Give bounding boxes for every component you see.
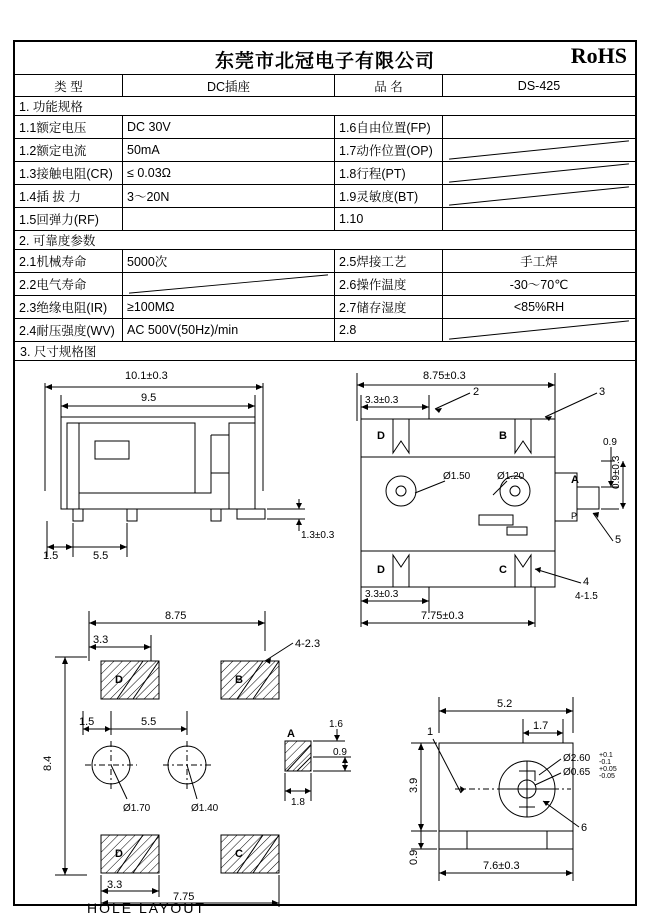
hl-dim-8-75: 8.75	[165, 610, 187, 622]
empty-diagonal	[443, 162, 635, 184]
spec-value-empty	[443, 162, 635, 184]
sheet-header	[15, 42, 635, 75]
hole-layout-caption: HOLE LAYOUT	[87, 900, 206, 913]
callout-2: 2	[473, 386, 480, 398]
spec-label: 1.6自由位置(FP)	[335, 116, 443, 138]
spec-value	[443, 116, 635, 138]
hl-dim-1-70: Ø1.70	[123, 803, 151, 814]
spec-row-1-4	[15, 185, 635, 208]
spec-value-empty	[443, 139, 635, 161]
dim-0-9-03: 0.9±0.3	[611, 455, 622, 489]
title-row	[15, 75, 635, 97]
dt-callout-6: 6	[581, 822, 588, 834]
drawing-area	[15, 361, 635, 913]
spec-label: 2.2电气寿命	[15, 273, 123, 295]
callout-3: 3	[599, 386, 606, 398]
dt-dim-1-7: 1.7	[533, 720, 549, 732]
hl-dim-4-2-3: 4-2.3	[295, 638, 321, 650]
section3-heading: 3. 尺寸规格图	[20, 345, 97, 359]
spec-value	[123, 208, 335, 230]
rohs-mark: RoHS	[570, 43, 627, 68]
label-B: B	[499, 430, 507, 442]
dt-dim-2-60-tol-l: -0.1	[599, 759, 612, 766]
hl-label-B: B	[235, 674, 243, 686]
spec-row-2-2	[15, 273, 635, 296]
dim-side-bottom-mid: 5.5	[93, 550, 109, 562]
spec-value-empty	[123, 273, 335, 295]
dim-side-bottom-left: 1.5	[43, 550, 59, 562]
section3-heading-row	[15, 342, 635, 361]
spec-row-2-4	[15, 319, 635, 342]
dim-7-75-03: 7.75±0.3	[421, 610, 464, 622]
callout-5: 5	[615, 534, 622, 546]
hl-dim-8-4: 8.4	[42, 755, 54, 771]
spec-row-1-1	[15, 116, 635, 139]
spec-label: 1.7动作位置(OP)	[335, 139, 443, 161]
spec-label: 1.4插 拔 力	[15, 185, 123, 207]
spec-label: 1.8行程(PT)	[335, 162, 443, 184]
dt-dim-3-9: 3.9	[408, 777, 420, 793]
spec-value: AC 500V(50Hz)/min	[123, 319, 335, 341]
spec-label: 2.1机械寿命	[15, 250, 123, 272]
type-label: 类 型	[15, 75, 123, 96]
spec-label: 1.5回弹力(RF)	[15, 208, 123, 230]
hl-dim-1-40: Ø1.40	[191, 803, 219, 814]
dim-top-3-3: 3.3±0.3	[365, 395, 399, 406]
section1-heading-row	[15, 97, 635, 116]
dt-dim-0-65: Ø0.65	[563, 767, 591, 778]
spec-label: 2.7储存湿度	[335, 296, 443, 318]
section2-heading-row	[15, 231, 635, 250]
technical-drawing	[15, 361, 635, 913]
spec-value-empty	[443, 185, 635, 207]
dim-bot-3-3: 3.3±0.3	[365, 589, 399, 600]
spec-value: 3～20N	[123, 185, 335, 207]
dt-dim-0-65-tol-l: -0.05	[599, 773, 615, 780]
section1-heading: 1. 功能规格	[19, 100, 83, 114]
dim-4-1-5: 4-1.5	[575, 591, 598, 602]
empty-diagonal	[443, 319, 635, 341]
label-A: A	[571, 474, 579, 486]
dt-dim-7-6: 7.6±0.3	[483, 860, 520, 872]
dim-side-top-outer: 10.1±0.3	[125, 370, 168, 382]
sheet-frame	[13, 40, 637, 913]
empty-diagonal	[443, 139, 635, 161]
dim-hole-1-20: Ø1.20	[497, 471, 525, 482]
spec-value-empty	[443, 319, 635, 341]
spec-label: 2.3绝缘电阻(IR)	[15, 296, 123, 318]
spec-label: 1.3接触电阻(CR)	[15, 162, 123, 184]
section2-heading: 2. 可靠度参数	[19, 234, 96, 248]
dim-0-9: 0.9	[603, 437, 617, 448]
name-value: DS-425	[517, 78, 561, 93]
hl-dim-1-6: 1.6	[329, 719, 343, 730]
dim-side-top-inner: 9.5	[141, 392, 157, 404]
spec-value: DC 30V	[123, 116, 335, 138]
hl-dim-0-9: 0.9	[333, 747, 347, 758]
dt-dim-2-60-tol-u: +0.1	[599, 752, 613, 759]
hl-label-C: C	[235, 848, 243, 860]
name-label: 品 名	[335, 75, 443, 96]
spec-label: 2.6操作温度	[335, 273, 443, 295]
dt-callout-1: 1	[427, 726, 434, 738]
empty-diagonal	[123, 273, 334, 295]
dt-dim-5-2: 5.2	[497, 698, 513, 710]
spec-value: ≥100MΩ	[123, 296, 335, 318]
spec-value: 50mA	[123, 139, 335, 161]
hl-dim-1-5: 1.5	[79, 716, 95, 728]
spec-row-1-3	[15, 162, 635, 185]
dim-hole-1-50: Ø1.50	[443, 471, 471, 482]
spec-value: <85%RH	[513, 300, 565, 314]
spec-row-1-5	[15, 208, 635, 231]
hl-dim-3-3-top: 3.3	[93, 634, 109, 646]
hl-label-D-2: D	[115, 848, 123, 860]
spec-value: -30～70℃	[509, 278, 569, 292]
type-value: DC插座	[123, 75, 335, 96]
spec-value: ≤ 0.03Ω	[123, 162, 335, 184]
hl-dim-5-5: 5.5	[141, 716, 157, 728]
label-D-2: D	[377, 564, 385, 576]
company-name: 东莞市北冠电子有限公司	[214, 51, 435, 72]
dim-top-8-75: 8.75±0.3	[423, 370, 466, 382]
hl-label-A: A	[287, 728, 295, 740]
hl-dim-1-8: 1.8	[291, 797, 305, 808]
empty-diagonal	[443, 185, 635, 207]
spec-row-2-3	[15, 296, 635, 319]
label-D-1: D	[377, 430, 385, 442]
spec-value: 手工焊	[520, 255, 558, 269]
dim-side-right: 1.3±0.3	[301, 530, 335, 541]
callout-4: 4	[583, 576, 590, 588]
dt-dim-0-9: 0.9	[408, 849, 420, 865]
hl-dim-3-3-bot: 3.3	[107, 879, 123, 891]
spec-value	[443, 208, 635, 230]
dt-dim-2-60: Ø2.60	[563, 753, 591, 764]
hl-label-D-1: D	[115, 674, 123, 686]
spec-label: 2.4耐压强度(WV)	[15, 319, 123, 341]
label-P: P	[571, 511, 578, 521]
label-C: C	[499, 564, 507, 576]
spec-label: 1.9灵敏度(BT)	[335, 185, 443, 207]
spec-label: 2.8	[335, 319, 443, 341]
dt-dim-0-65-tol-u: +0.05	[599, 766, 617, 773]
spec-value: 5000次	[123, 250, 335, 272]
hl-dim-7-75: 7.75	[173, 891, 195, 903]
spec-label: 2.5焊接工艺	[335, 250, 443, 272]
spec-row-2-1	[15, 250, 635, 273]
spec-label: 1.10	[335, 208, 443, 230]
spec-label: 1.2额定电流	[15, 139, 123, 161]
spec-row-1-2	[15, 139, 635, 162]
spec-label: 1.1额定电压	[15, 116, 123, 138]
